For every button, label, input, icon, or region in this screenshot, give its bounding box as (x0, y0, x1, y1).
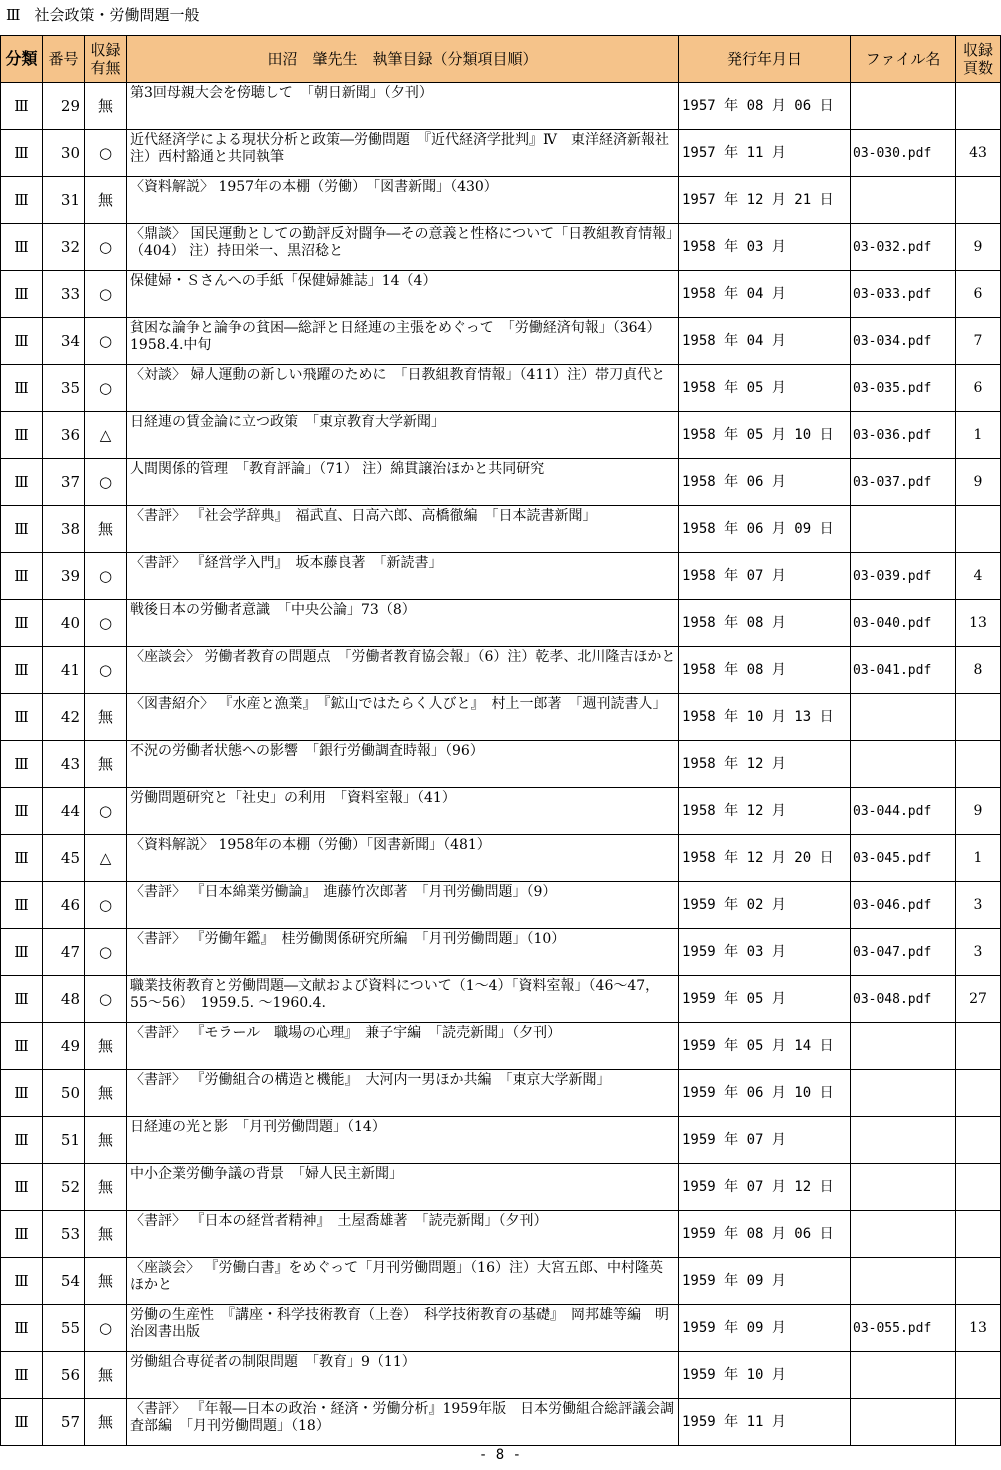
row-number: 30 (43, 130, 85, 177)
row-number: 35 (43, 365, 85, 412)
row-class: Ⅲ (1, 1211, 43, 1258)
row-class: Ⅲ (1, 1352, 43, 1399)
row-pages (956, 1211, 1001, 1258)
row-date: 1959 年 02 月 (679, 882, 851, 929)
row-class: Ⅲ (1, 929, 43, 976)
row-recorded: 無 (85, 1023, 127, 1070)
row-number: 38 (43, 506, 85, 553)
row-recorded: 無 (85, 83, 127, 130)
table-row (1, 1352, 1001, 1399)
table-body (1, 83, 1001, 1446)
row-title: 〈書評〉 『労働組合の構造と機能』 大河内一男ほか共編 「東京大学新聞」 (127, 1070, 679, 1117)
row-filename: 03-044.pdf (851, 788, 956, 835)
row-filename (851, 1352, 956, 1399)
row-recorded: ○ (85, 976, 127, 1023)
row-class: Ⅲ (1, 224, 43, 271)
row-date: 1959 年 06 月 10 日 (679, 1070, 851, 1117)
row-class: Ⅲ (1, 459, 43, 506)
row-number: 55 (43, 1305, 85, 1352)
row-filename (851, 741, 956, 788)
row-date: 1958 年 04 月 (679, 318, 851, 365)
row-number: 44 (43, 788, 85, 835)
row-recorded: ○ (85, 459, 127, 506)
header-cls: 分類 (1, 36, 43, 83)
row-date: 1959 年 10 月 (679, 1352, 851, 1399)
row-filename: 03-040.pdf (851, 600, 956, 647)
row-filename (851, 1164, 956, 1211)
row-number: 57 (43, 1399, 85, 1446)
row-filename (851, 1399, 956, 1446)
row-number: 36 (43, 412, 85, 459)
row-date: 1959 年 08 月 06 日 (679, 1211, 851, 1258)
row-pages (956, 1117, 1001, 1164)
row-recorded: ○ (85, 600, 127, 647)
header-num: 番号 (43, 36, 85, 83)
row-pages (956, 1023, 1001, 1070)
row-pages: 1 (956, 412, 1001, 459)
row-title: 第3回母親大会を傍聴して 「朝日新聞」（夕刊） (127, 83, 679, 130)
row-recorded: 無 (85, 177, 127, 224)
row-date: 1959 年 05 月 14 日 (679, 1023, 851, 1070)
row-filename: 03-037.pdf (851, 459, 956, 506)
row-pages: 9 (956, 459, 1001, 506)
row-pages: 3 (956, 929, 1001, 976)
row-recorded: 無 (85, 1399, 127, 1446)
row-date: 1959 年 07 月 12 日 (679, 1164, 851, 1211)
row-title: 職業技術教育と労働問題―文献および資料について（1～4）「資料室報」（46～47，55～56） 1959.5. ～1960.4. (127, 976, 679, 1023)
table-row (1, 647, 1001, 694)
row-class: Ⅲ (1, 647, 43, 694)
row-class: Ⅲ (1, 177, 43, 224)
row-recorded: ○ (85, 882, 127, 929)
row-class: Ⅲ (1, 1070, 43, 1117)
table-row (1, 365, 1001, 412)
row-class: Ⅲ (1, 1117, 43, 1164)
row-class: Ⅲ (1, 1399, 43, 1446)
row-filename (851, 1211, 956, 1258)
table-row (1, 1258, 1001, 1305)
row-title: 人間関係的管理 「教育評論」（71） 注）綿貫譲治ほかと共同研究 (127, 459, 679, 506)
row-filename (851, 1258, 956, 1305)
header-file: ファイル名 (851, 36, 956, 83)
row-class: Ⅲ (1, 694, 43, 741)
row-title: 〈資料解説〉 1957年の本棚（労働） 「図書新聞」（430） (127, 177, 679, 224)
row-filename: 03-045.pdf (851, 835, 956, 882)
row-class: Ⅲ (1, 83, 43, 130)
section-title (6, 4, 199, 25)
row-pages: 9 (956, 224, 1001, 271)
row-filename: 03-034.pdf (851, 318, 956, 365)
row-recorded: △ (85, 412, 127, 459)
row-pages (956, 1164, 1001, 1211)
row-recorded: ○ (85, 553, 127, 600)
row-title: 〈資料解説〉 1958年の本棚（労働）「図書新聞」（481） (127, 835, 679, 882)
row-filename: 03-048.pdf (851, 976, 956, 1023)
row-number: 42 (43, 694, 85, 741)
row-filename: 03-032.pdf (851, 224, 956, 271)
row-pages: 13 (956, 600, 1001, 647)
row-pages: 6 (956, 271, 1001, 318)
row-recorded: ○ (85, 130, 127, 177)
row-date: 1958 年 08 月 (679, 600, 851, 647)
row-filename (851, 83, 956, 130)
row-title: 保健婦・Ｓさんへの手紙「保健婦雑誌」14（4） (127, 271, 679, 318)
row-recorded: ○ (85, 365, 127, 412)
row-filename: 03-055.pdf (851, 1305, 956, 1352)
row-number: 54 (43, 1258, 85, 1305)
table-row (1, 1164, 1001, 1211)
row-class: Ⅲ (1, 130, 43, 177)
table-row (1, 1211, 1001, 1258)
row-date: 1959 年 07 月 (679, 1117, 851, 1164)
table-row (1, 177, 1001, 224)
row-date: 1959 年 09 月 (679, 1305, 851, 1352)
row-pages (956, 694, 1001, 741)
row-date: 1959 年 03 月 (679, 929, 851, 976)
row-title: 〈書評〉 『社会学辞典』 福武直、日高六郎、高橋徹編 「日本読書新聞」 (127, 506, 679, 553)
row-recorded: ○ (85, 271, 127, 318)
row-class: Ⅲ (1, 1023, 43, 1070)
table-row (1, 553, 1001, 600)
row-date: 1958 年 07 月 (679, 553, 851, 600)
row-title: 〈書評〉 『モラール 職場の心理』 兼子宇編 「読売新聞」（夕刊） (127, 1023, 679, 1070)
row-filename: 03-033.pdf (851, 271, 956, 318)
row-date: 1957 年 11 月 (679, 130, 851, 177)
row-recorded: ○ (85, 1305, 127, 1352)
table-row (1, 741, 1001, 788)
row-number: 53 (43, 1211, 85, 1258)
row-number: 39 (43, 553, 85, 600)
row-title: 不況の労働者状態への影響 「銀行労働調査時報」（96） (127, 741, 679, 788)
table-row (1, 1117, 1001, 1164)
row-date: 1958 年 12 月 (679, 741, 851, 788)
row-filename (851, 1070, 956, 1117)
row-title: 貧困な論争と論争の貧困―総評と日経連の主張をめぐって 「労働経済旬報」（364） 1958.4.中旬 (127, 318, 679, 365)
row-date: 1958 年 05 月 10 日 (679, 412, 851, 459)
row-title: 〈図書紹介〉 『水産と漁業』 『鉱山ではたらく人びと』 村上一郎著 「週刊読書人」 (127, 694, 679, 741)
row-date: 1959 年 09 月 (679, 1258, 851, 1305)
table-row (1, 976, 1001, 1023)
row-recorded: ○ (85, 224, 127, 271)
row-pages (956, 1070, 1001, 1117)
row-filename: 03-030.pdf (851, 130, 956, 177)
row-class: Ⅲ (1, 1258, 43, 1305)
table-row (1, 1305, 1001, 1352)
table-row (1, 882, 1001, 929)
page-number: - 8 - (478, 1447, 522, 1463)
row-recorded: ○ (85, 929, 127, 976)
row-pages: 6 (956, 365, 1001, 412)
table-row (1, 694, 1001, 741)
row-number: 43 (43, 741, 85, 788)
row-class: Ⅲ (1, 271, 43, 318)
row-recorded: 無 (85, 1117, 127, 1164)
row-number: 47 (43, 929, 85, 976)
row-date: 1957 年 08 月 06 日 (679, 83, 851, 130)
row-number: 34 (43, 318, 85, 365)
row-number: 51 (43, 1117, 85, 1164)
row-number: 32 (43, 224, 85, 271)
row-filename (851, 1117, 956, 1164)
row-number: 31 (43, 177, 85, 224)
row-pages (956, 177, 1001, 224)
row-number: 40 (43, 600, 85, 647)
table-row (1, 459, 1001, 506)
header-row (1, 36, 1001, 83)
row-recorded: 無 (85, 741, 127, 788)
row-date: 1958 年 03 月 (679, 224, 851, 271)
row-filename (851, 506, 956, 553)
row-number: 48 (43, 976, 85, 1023)
row-title: 戦後日本の労働者意識 「中央公論」73（8） (127, 600, 679, 647)
bibliography-table (0, 35, 1001, 1446)
table-row (1, 271, 1001, 318)
row-filename: 03-041.pdf (851, 647, 956, 694)
row-title: 労働の生産性 『講座・科学技術教育（上巻） 科学技術教育の基礎』 岡邦雄等編 明治図書出版 (127, 1305, 679, 1352)
row-class: Ⅲ (1, 741, 43, 788)
row-pages (956, 83, 1001, 130)
row-pages: 43 (956, 130, 1001, 177)
row-number: 49 (43, 1023, 85, 1070)
row-filename: 03-036.pdf (851, 412, 956, 459)
row-filename (851, 694, 956, 741)
row-pages: 4 (956, 553, 1001, 600)
table-row (1, 83, 1001, 130)
row-recorded: △ (85, 835, 127, 882)
row-date: 1958 年 12 月 20 日 (679, 835, 851, 882)
row-recorded: 無 (85, 1070, 127, 1117)
section-title-text: 社会政策・労働問題一般 (34, 6, 200, 24)
row-recorded: 無 (85, 1164, 127, 1211)
row-recorded: 無 (85, 1211, 127, 1258)
table-row (1, 929, 1001, 976)
row-title: 日経連の賃金論に立つ政策 「東京教育大学新聞」 (127, 412, 679, 459)
row-title: 〈対談〉 婦人運動の新しい飛躍のために 「日教組教育情報」（411）注）帯刀貞代と (127, 365, 679, 412)
row-class: Ⅲ (1, 788, 43, 835)
table-row (1, 224, 1001, 271)
row-pages (956, 1258, 1001, 1305)
row-filename: 03-046.pdf (851, 882, 956, 929)
row-title: 労働問題研究と「社史」の利用 「資料室報」（41） (127, 788, 679, 835)
row-number: 52 (43, 1164, 85, 1211)
row-date: 1958 年 10 月 13 日 (679, 694, 851, 741)
row-class: Ⅲ (1, 365, 43, 412)
row-class: Ⅲ (1, 600, 43, 647)
row-pages: 1 (956, 835, 1001, 882)
row-date: 1957 年 12 月 21 日 (679, 177, 851, 224)
row-recorded: ○ (85, 318, 127, 365)
row-date: 1958 年 04 月 (679, 271, 851, 318)
table-row (1, 1070, 1001, 1117)
row-filename: 03-035.pdf (851, 365, 956, 412)
row-pages: 7 (956, 318, 1001, 365)
row-recorded: 無 (85, 1258, 127, 1305)
row-pages: 8 (956, 647, 1001, 694)
row-title: 〈座談会〉 労働者教育の問題点 「労働者教育協会報」（6）注）乾孝、北川隆吉ほかと (127, 647, 679, 694)
row-class: Ⅲ (1, 976, 43, 1023)
row-number: 33 (43, 271, 85, 318)
row-recorded: 無 (85, 1352, 127, 1399)
table-row (1, 835, 1001, 882)
header-date: 発行年月日 (679, 36, 851, 83)
row-title: 〈書評〉 『年報―日本の政治・経済・労働分析』1959年版 日本労働組合総評議会調査部編 「月刊労働問題」（18） (127, 1399, 679, 1446)
row-title: 日経連の光と影 「月刊労働問題」（14） (127, 1117, 679, 1164)
row-title: 近代経済学による現状分析と政策―労働問題 『近代経済学批判』Ⅳ 東洋経済新報社 注）西村豁通と共同執筆 (127, 130, 679, 177)
row-date: 1959 年 05 月 (679, 976, 851, 1023)
row-date: 1958 年 05 月 (679, 365, 851, 412)
row-title: 〈書評〉 『労働年鑑』 桂労働関係研究所編 「月刊労働問題」（10） (127, 929, 679, 976)
table-row (1, 412, 1001, 459)
row-class: Ⅲ (1, 553, 43, 600)
table-row (1, 318, 1001, 365)
row-title: 〈座談会〉 『労働白書』をめぐって「月刊労働問題」（16）注）大宮五郎、中村隆英ほかと (127, 1258, 679, 1305)
table-row (1, 1023, 1001, 1070)
row-recorded: ○ (85, 647, 127, 694)
row-title: 〈書評〉 『日本綿業労働論』 進藤竹次郎著 「月刊労働問題」（9） (127, 882, 679, 929)
row-number: 50 (43, 1070, 85, 1117)
table-row (1, 130, 1001, 177)
header-pages: 収録頁数 (956, 36, 1001, 83)
row-number: 46 (43, 882, 85, 929)
row-number: 41 (43, 647, 85, 694)
header-rec: 収録有無 (85, 36, 127, 83)
table-row (1, 1399, 1001, 1446)
row-number: 45 (43, 835, 85, 882)
row-class: Ⅲ (1, 1305, 43, 1352)
row-date: 1958 年 06 月 (679, 459, 851, 506)
row-number: 29 (43, 83, 85, 130)
row-recorded: 無 (85, 506, 127, 553)
header-title: 田沼 肇先生 執筆目録（分類項目順） (127, 36, 679, 83)
row-pages: 3 (956, 882, 1001, 929)
row-pages: 9 (956, 788, 1001, 835)
row-filename (851, 1023, 956, 1070)
row-filename: 03-039.pdf (851, 553, 956, 600)
row-title: 〈書評〉 『経営学入門』 坂本藤良著 「新読書」 (127, 553, 679, 600)
row-title: 中小企業労働争議の背景 「婦人民主新聞」 (127, 1164, 679, 1211)
row-date: 1958 年 12 月 (679, 788, 851, 835)
row-class: Ⅲ (1, 882, 43, 929)
row-class: Ⅲ (1, 412, 43, 459)
row-title: 〈鼎談〉 国民運動としての勤評反対闘争―その意義と性格について「日教組教育情報」（404） 注）持田栄一、黒沼稔と (127, 224, 679, 271)
row-class: Ⅲ (1, 506, 43, 553)
row-filename: 03-047.pdf (851, 929, 956, 976)
row-filename (851, 177, 956, 224)
row-date: 1958 年 06 月 09 日 (679, 506, 851, 553)
row-pages (956, 506, 1001, 553)
table-row (1, 788, 1001, 835)
row-pages (956, 741, 1001, 788)
row-date: 1958 年 08 月 (679, 647, 851, 694)
row-number: 56 (43, 1352, 85, 1399)
row-number: 37 (43, 459, 85, 506)
row-pages: 13 (956, 1305, 1001, 1352)
row-pages: 27 (956, 976, 1001, 1023)
row-class: Ⅲ (1, 318, 43, 365)
row-title: 労働組合専従者の制限問題 「教育」9（11） (127, 1352, 679, 1399)
row-title: 〈書評〉 『日本の経営者精神』 土屋喬雄著 「読売新聞」（夕刊） (127, 1211, 679, 1258)
table-row (1, 600, 1001, 647)
row-pages (956, 1352, 1001, 1399)
row-pages (956, 1399, 1001, 1446)
row-recorded: 無 (85, 694, 127, 741)
row-date: 1959 年 11 月 (679, 1399, 851, 1446)
section-roman: Ⅲ (6, 6, 21, 24)
row-class: Ⅲ (1, 835, 43, 882)
table-row (1, 506, 1001, 553)
row-recorded: ○ (85, 788, 127, 835)
row-class: Ⅲ (1, 1164, 43, 1211)
